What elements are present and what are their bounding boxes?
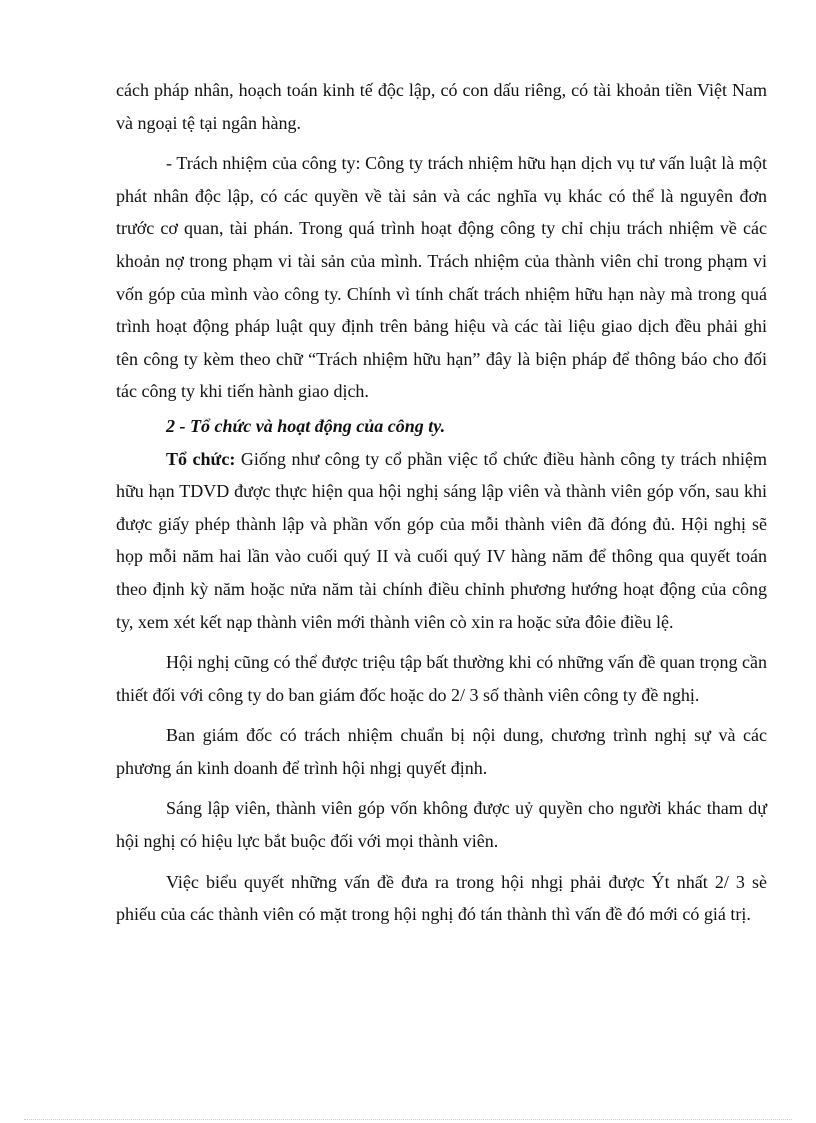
organization-text: Giống như công ty cổ phần việc tổ chức điều hành công ty trách nhiệm hữu hạn TDVD được thực hiện qua hội nghị sáng lập viên và thành viên góp vốn, sau khi được giấy phép thành lập và phần vốn góp của mỗi thành viên đã đóng đủ. Hội nghị sẽ họp mỗi năm hai lần vào cuối quý II và cuối quý IV hàng năm để thông qua quyết toán theo định kỳ năm hoặc nửa năm tài chính điều chỉnh phương hướng hoạt động của công ty, xem xét kết nạp thành viên mới thành viên cò xin ra hoặc sửa đôie điều lệ. xyxy=(116,448,767,632)
page-bottom-divider xyxy=(24,1119,792,1120)
document-body xyxy=(116,74,767,931)
paragraph-board-duties: Ban giám đốc có trách nhiệm chuẩn bị nội dung, chương trình nghị sự và các phương án kinh doanh để trình hội nhgị quyết định. xyxy=(116,725,767,778)
paragraph-organization xyxy=(116,443,767,639)
paragraph-voting-rule: Việc biểu quyết những vấn đề đưa ra trong hội nhgị phải được Ýt nhất 2/ 3 sè phiếu của các thành viên có mặt trong hội nghị đó tán thành thì vấn đề đó mới có giá trị. xyxy=(116,871,767,925)
paragraph-proxy-rule: Sáng lập viên, thành viên góp vốn không được uỷ quyền cho người khác tham dự hội nghị có hiệu lực bắt buộc đối với mọi thành viên. xyxy=(116,798,767,852)
paragraph-company-liability: - Trách nhiệm của công ty: Công ty trách nhiệm hữu hạn dịch vụ tư vấn luật là một phát nhân độc lập, có các quyền về tài sản và các nghĩa vụ khác có thể là nguyên đơn trước cơ quan, tài phán. Trong quá trình hoạt động công ty chỉ chịu trách nhiệm về các khoản nợ trong phạm vi tài sản của mình. Trách nhiệm của thành viên chỉ trong phạm vi vốn góp của mình vào công ty. Chính vì tính chất trách nhiệm hữu hạn này mà trong quá trình hoạt động pháp luật quy định trên bảng hiệu và các tài liệu giao dịch đều phải ghi tên công ty kèm theo chữ “Trách nhiệm hữu hạn” đây là biện pháp để thông báo cho đối tác công ty khi tiến hành giao dịch. xyxy=(116,153,767,402)
organization-lead: Tổ chức: xyxy=(166,448,236,469)
paragraph-extraordinary-meeting: Hội nghị cũng có thể được triệu tập bất thường khi có những vấn đề quan trọng cần thiết đối với công ty do ban giám đốc hoặc do 2/ 3 số thành viên công ty đề nghị. xyxy=(116,652,767,705)
section-heading: 2 - Tổ chức và hoạt động của công ty. xyxy=(166,415,446,436)
paragraph-legal-entity: cách pháp nhân, hoạch toán kinh tế độc lập, có con dấu riêng, có tài khoản tiền Việt Nam và ngoại tệ tại ngân hàng. xyxy=(116,80,767,133)
